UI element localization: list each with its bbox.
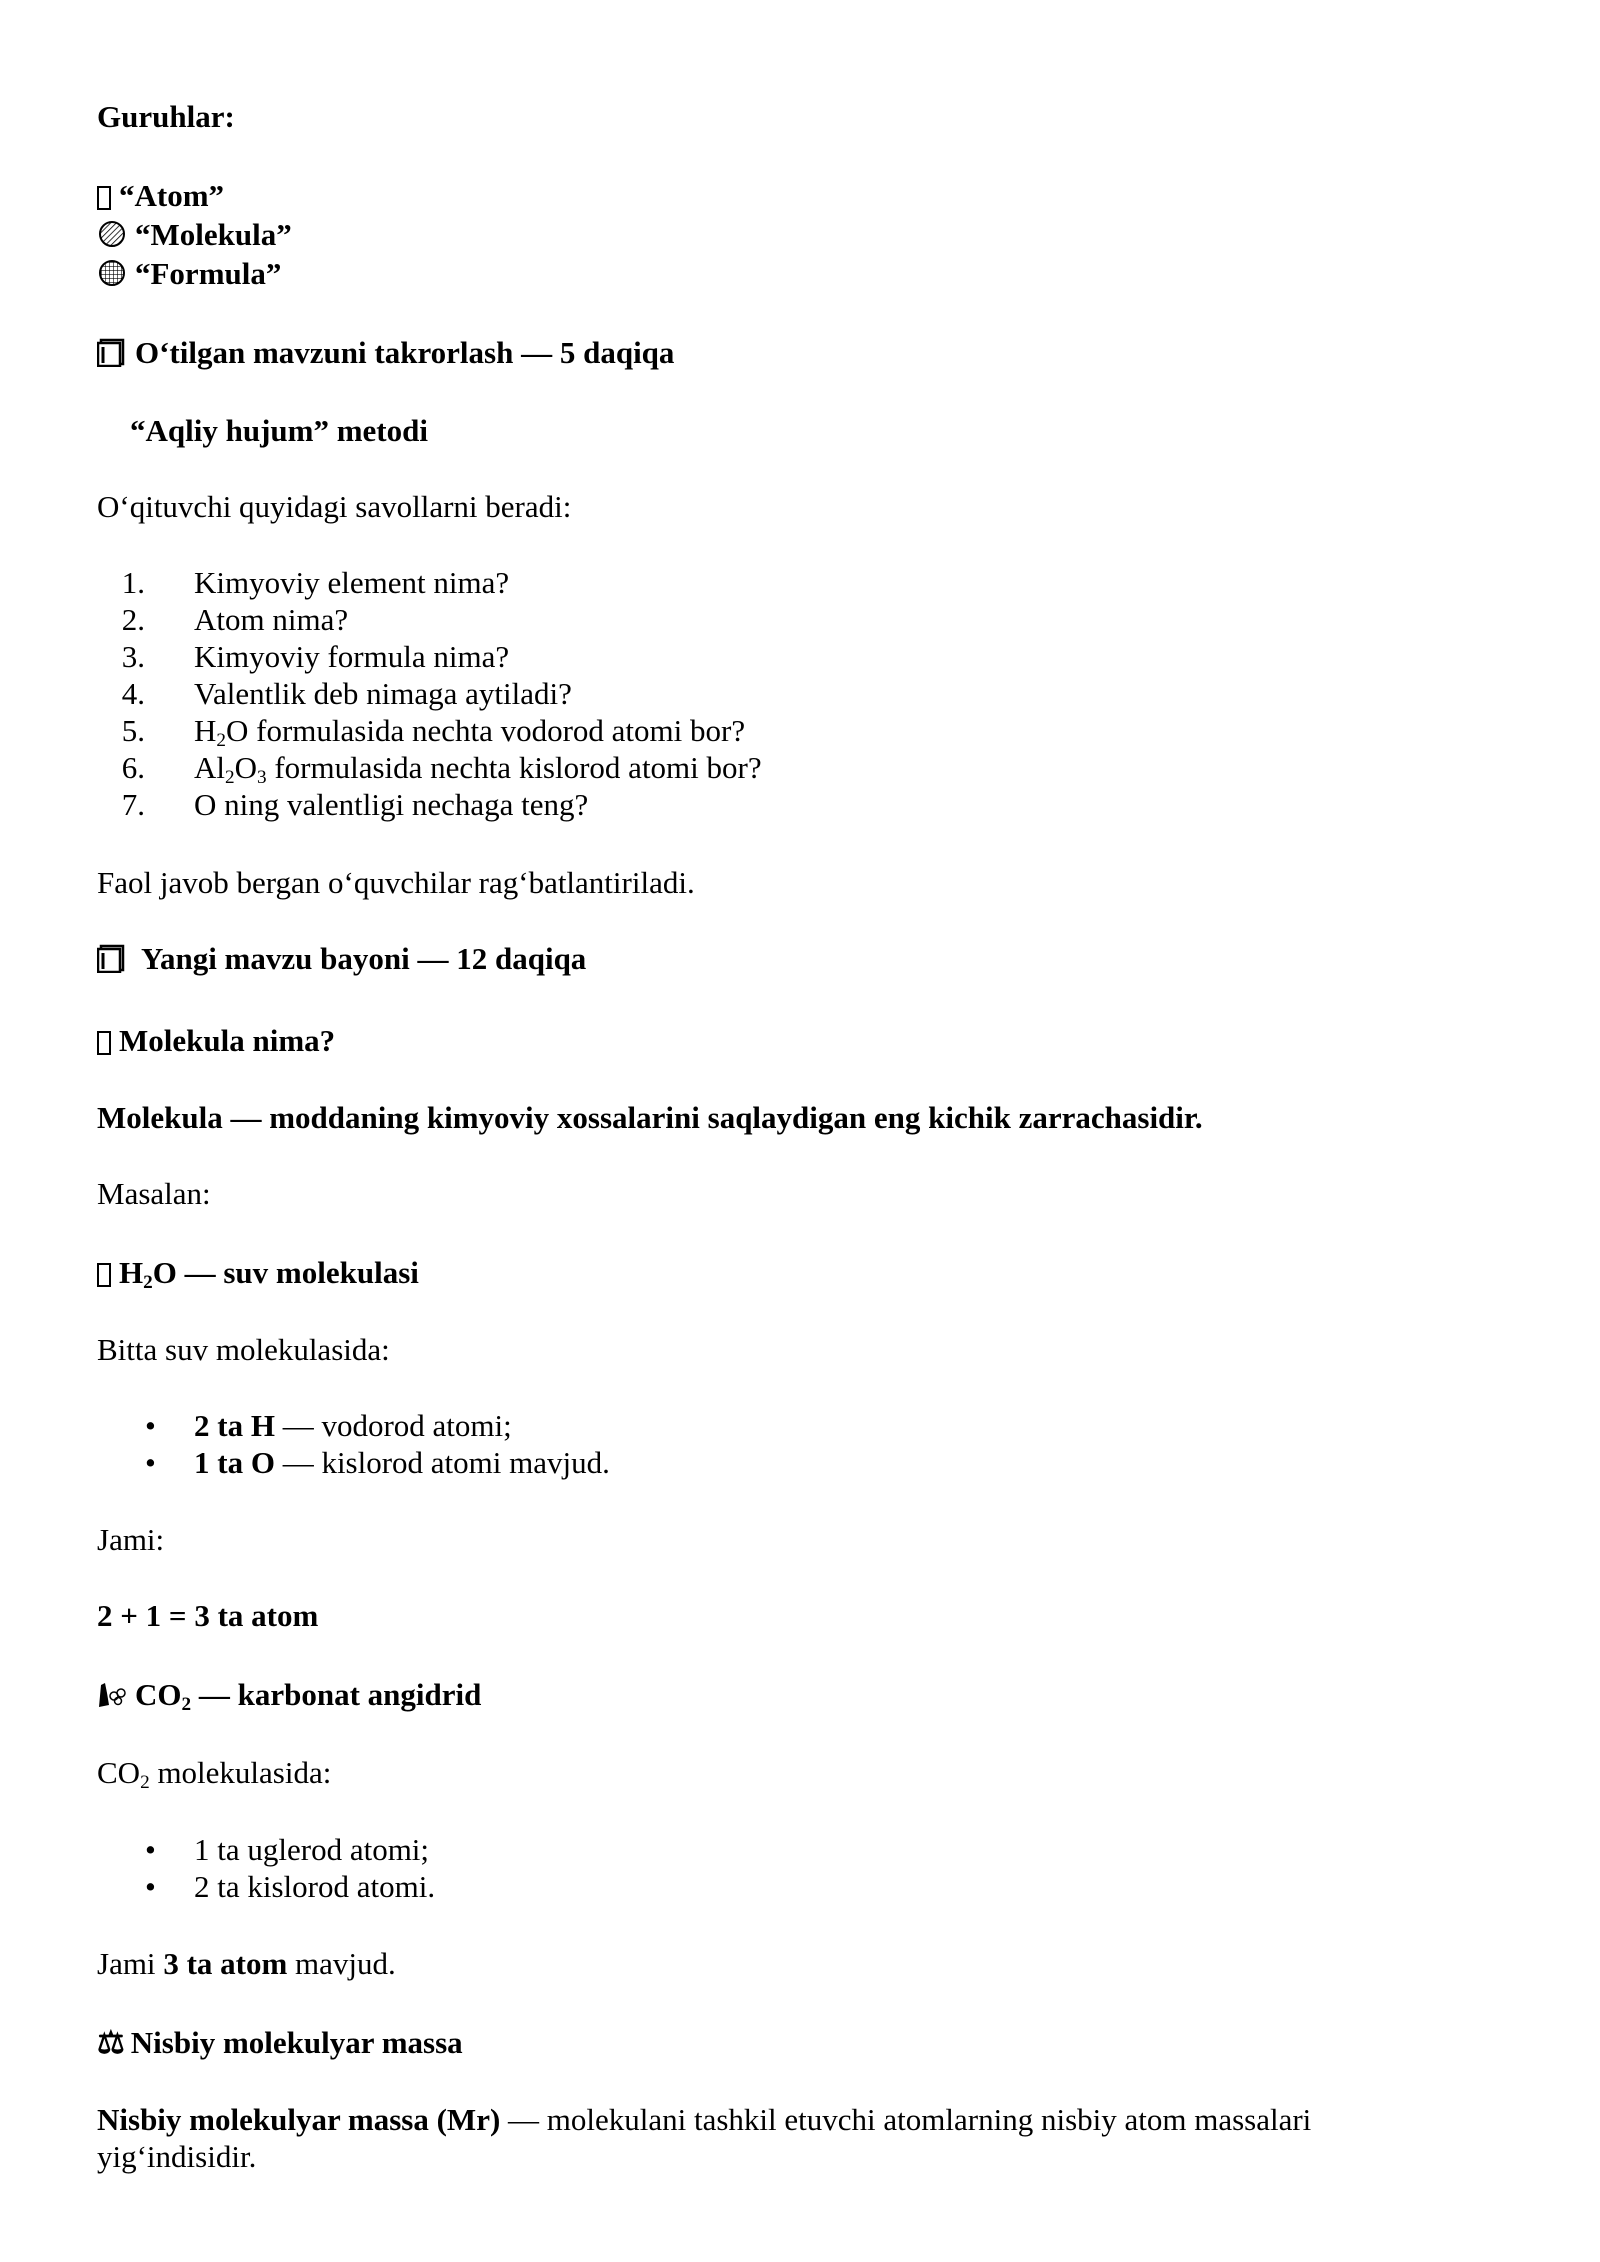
notebook-icon (97, 943, 127, 973)
smoke-icon (97, 1679, 127, 1709)
groups-heading: Guruhlar: (97, 99, 235, 134)
method-title: “Aqliy hujum” metodi (130, 413, 428, 448)
molecule-question-heading: Molekula nima? (97, 1023, 335, 1059)
missing-glyph-icon (97, 1263, 111, 1287)
group-item-molekula: “Molekula” (97, 217, 292, 253)
water-total: 2 + 1 = 3 ta atom (97, 1598, 319, 1633)
crosshatched-circle-icon (97, 258, 127, 288)
mass-heading: ⚖ Nisbiy molekulyar massa (97, 2025, 463, 2060)
co2-total: Jami 3 ta atom mavjud. (97, 1946, 396, 1981)
mass-definition-cont: yig‘indisidir. (97, 2139, 257, 2174)
review-outro: Faol javob bergan o‘quvchilar rag‘batlantiriladi. (97, 865, 695, 900)
co2-intro: $CO_2$ molekulasida: (97, 1755, 332, 1793)
group-item-formula: “Formula” (97, 256, 281, 292)
example-label: Masalan: (97, 1176, 211, 1211)
water-total-label: Jami: (97, 1522, 165, 1557)
missing-glyph-icon (97, 186, 111, 210)
molecule-definition: Molekula — moddaning kimyoviy xossalarini saqlaydigan eng kichik zarrachasidir. (97, 1100, 1203, 1135)
teacher-intro: O‘qituvchi quyidagi savollarni beradi: (97, 489, 572, 524)
notebook-icon (97, 337, 127, 367)
new-topic-heading: Yangi mavzu bayoni — 12 daqiqa (97, 941, 586, 977)
mass-definition: Nisbiy molekulyar massa (Mr) — molekulani tashkil etuvchi atomlarning nisbiy atom massalari (97, 2102, 1312, 2137)
review-heading: O‘tilgan mavzuni takrorlash — 5 daqiqa (97, 335, 674, 371)
water-heading: $H_2O$ — suv molekulasi (97, 1255, 419, 1291)
group-item-atom: “Atom” (97, 178, 224, 214)
co2-heading: $CO_2$ — karbonat angidrid (97, 1677, 481, 1713)
hatched-circle-icon (97, 219, 127, 249)
missing-glyph-icon (97, 1031, 111, 1055)
scales-icon: ⚖ (97, 2025, 125, 2060)
water-intro: Bitta suv molekulasida: (97, 1332, 390, 1367)
